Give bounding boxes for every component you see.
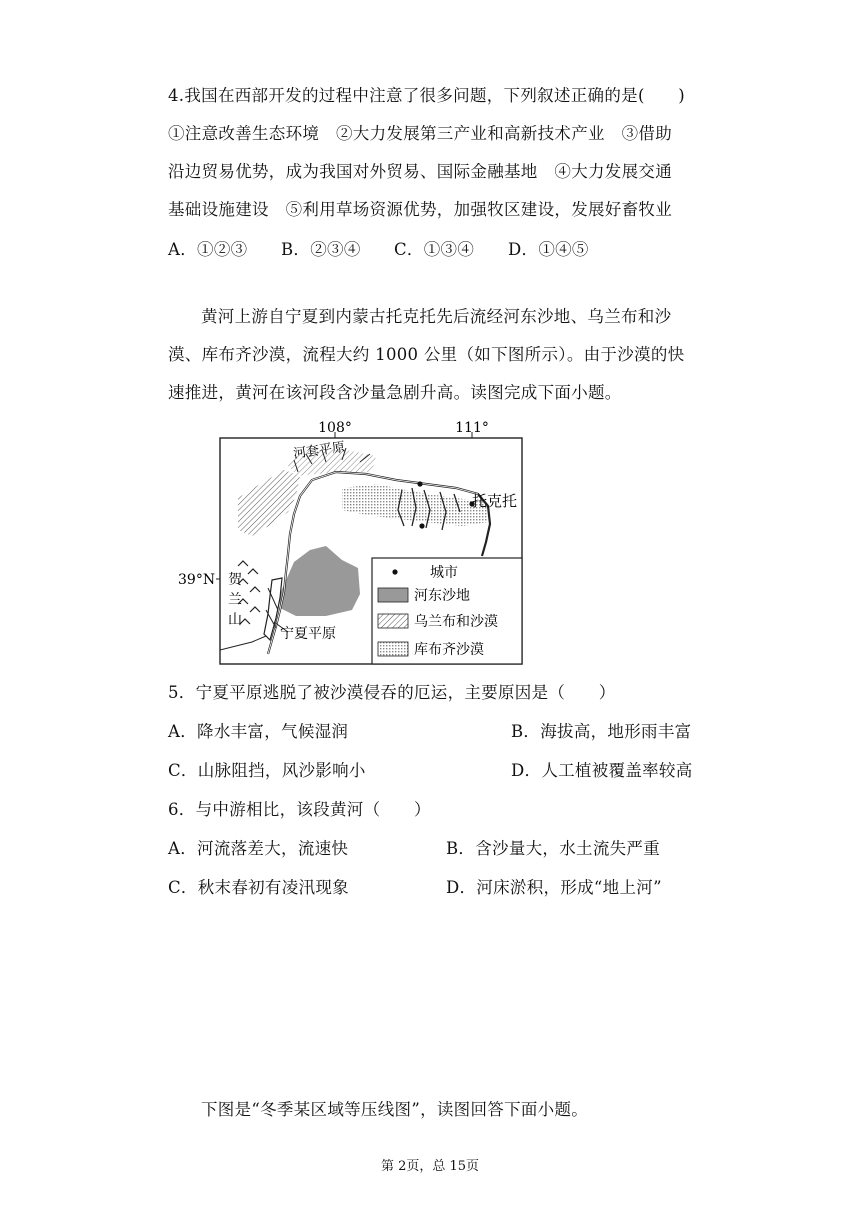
q6-stem: 6．与中游相比，该段黄河（ ） xyxy=(168,800,431,819)
legend-city-label: 城市 xyxy=(430,565,458,581)
q5-stem: 5．宁夏平原逃脱了被沙漠侵吞的厄运，主要原因是（ ） xyxy=(168,683,616,702)
legend-hedong-label: 河东沙地 xyxy=(414,588,470,604)
page-footer: 第 2页，总 15页 xyxy=(380,1159,480,1174)
passage-line-3: 速推进，黄河在该河段含沙量急剧升高。读图完成下面小题。 xyxy=(168,383,622,402)
next-passage-intro: 下图是“冬季某区域等压线图”，读图回答下面小题。 xyxy=(201,1100,589,1119)
q6-option-b: B．含沙量大，水土流失严重 xyxy=(446,839,661,858)
helan-label-2: 兰 xyxy=(228,592,242,608)
legend-hedong-symbol xyxy=(378,588,408,602)
q6-option-a: A．河流落差大，流速快 xyxy=(168,839,349,858)
q4-option-c: C．①③④ xyxy=(394,240,475,259)
hetao-plain-label: 河套平原 xyxy=(292,439,347,462)
legend-kubuqi-label: 库布齐沙漠 xyxy=(414,642,484,658)
tuoketuo-label: 托克托 xyxy=(472,492,518,510)
q4-line-2: 沿边贸易优势，成为我国对外贸易、国际金融基地 ④大力发展交通 xyxy=(168,162,672,181)
q6-option-c: C．秋末春初有凌汛现象 xyxy=(168,878,349,897)
lon-111-label: 111° xyxy=(455,420,489,436)
helan-label-1: 贺 xyxy=(228,572,242,588)
map-legend xyxy=(372,558,522,664)
q4-option-a: A．①②③ xyxy=(168,240,248,259)
q4-line-1: ①注意改善生态环境 ②大力发展第三产业和高新技术产业 ③借助 xyxy=(168,124,672,143)
q4-stem: 4.我国在西部开发的过程中注意了很多问题，下列叙述正确的是( ) xyxy=(168,86,686,105)
legend-city-symbol xyxy=(392,569,397,574)
lat-39-label: 39°N xyxy=(178,572,216,588)
passage-line-1: 黄河上游自宁夏到内蒙古托克托先后流经河东沙地、乌兰布和沙 xyxy=(201,307,672,326)
yellow-river-map xyxy=(176,414,536,668)
legend-ulanbuh-label: 乌兰布和沙漠 xyxy=(414,614,498,630)
city-dot-2 xyxy=(419,523,424,528)
q4-option-b: B．②③④ xyxy=(281,240,361,259)
q6-option-d: D．河床淤积，形成“地上河” xyxy=(446,878,662,897)
helan-label-3: 山 xyxy=(228,612,242,628)
passage-line-2: 漠、库布齐沙漠，流程大约 1000 公里（如下图所示）。由于沙漠的快 xyxy=(168,345,685,364)
q5-option-c: C．山脉阻挡，风沙影响小 xyxy=(168,761,366,780)
legend-kubuqi-symbol xyxy=(378,642,408,656)
ningxia-plain-label: 宁夏平原 xyxy=(280,626,336,642)
legend-ulanbuh-symbol xyxy=(378,614,408,628)
lon-108-label: 108° xyxy=(318,420,352,436)
q5-option-d: D．人工植被覆盖率较高 xyxy=(511,761,693,780)
q4-option-d: D．①④⑤ xyxy=(508,240,589,259)
q5-option-b: B．海拔高，地形雨丰富 xyxy=(511,722,692,741)
q4-line-3: 基础设施建设 ⑤利用草场资源优势，加强牧区建设，发展好畜牧业 xyxy=(168,200,672,219)
q5-option-a: A．降水丰富，气候湿润 xyxy=(168,722,349,741)
city-dot-1 xyxy=(417,481,422,486)
